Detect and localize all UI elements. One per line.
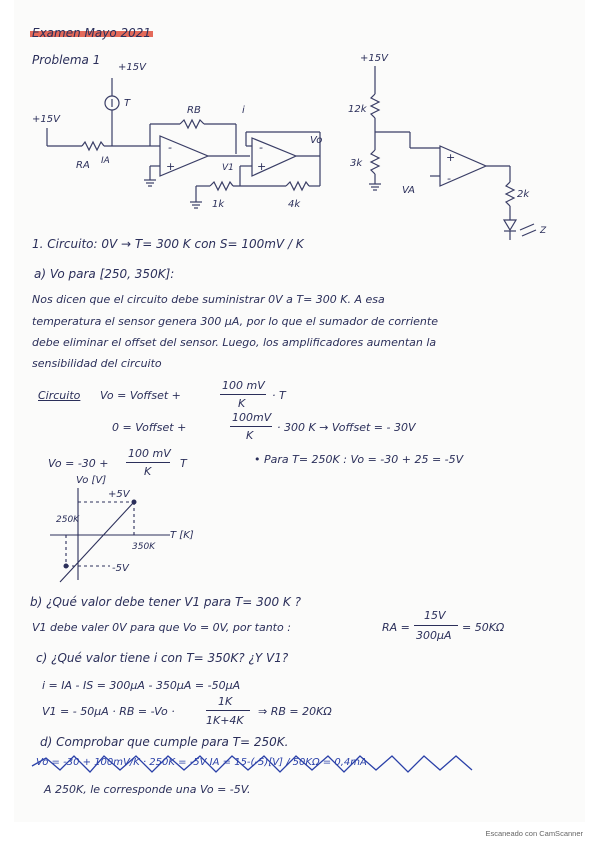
svg-text:+: + <box>166 160 176 173</box>
svg-text:4k: 4k <box>288 199 301 210</box>
ra-left: RA = <box>382 621 410 634</box>
svg-text:T [K]: T [K] <box>170 530 194 541</box>
svg-text:3k: 3k <box>350 158 363 169</box>
section-d-struck-text: Vo = -30 + 100mV/K · 250K = -5V IA = 15-(-5)[V] / 50KΩ = 0,4mA <box>36 757 367 768</box>
eq2-left: 0 = Voffset + <box>112 421 187 434</box>
svg-text:-5V: -5V <box>112 563 129 574</box>
section-c-eq2-num: 1K <box>218 695 233 708</box>
svg-text:Vo [V]: Vo [V] <box>76 475 107 486</box>
eq3-left: Vo = -30 + <box>48 457 109 470</box>
eq3-right: T <box>180 457 187 470</box>
svg-text:350K: 350K <box>132 542 156 552</box>
eq3-para: • Para T= 250K : Vo = -30 + 25 = -5V <box>254 453 464 466</box>
eq2-den: K <box>246 429 254 442</box>
section-d-final: A 250K, le corresponde una Vo = -5V. <box>44 783 251 796</box>
svg-text:-: - <box>447 172 451 185</box>
section-b-line: V1 debe valer 0V para que Vo = 0V, por tanto : <box>32 621 291 634</box>
eq1-num: 100 mV <box>222 379 265 392</box>
svg-text:Vo: Vo <box>310 135 323 146</box>
svg-text:-: - <box>168 141 172 154</box>
svg-text:T: T <box>124 98 131 109</box>
exam-title: Examen Mayo 2021 <box>32 26 152 40</box>
svg-text:+: + <box>257 160 267 173</box>
section-a-para-4: sensibilidad del circuito <box>32 357 162 370</box>
svg-text:i: i <box>242 105 245 116</box>
circuit-label: Circuito <box>38 389 81 402</box>
section-a-para-3: debe eliminar el offset del sensor. Luego, los amplificadores aumentan la <box>32 336 437 349</box>
scanner-watermark: Escaneado con CamScanner <box>485 829 583 838</box>
section-c-eq2-left: V1 = - 50μA · RB = -Vo · <box>42 705 175 718</box>
ra-num: 15V <box>424 609 446 622</box>
svg-text:V1: V1 <box>222 163 234 173</box>
section-c-heading: c) ¿Qué valor tiene i con T= 350K? ¿Y V1? <box>36 651 289 665</box>
svg-text:-: - <box>259 141 263 154</box>
svg-text:RB: RB <box>187 105 201 116</box>
ra-right: = 50KΩ <box>462 621 505 634</box>
eq2-num: 100mV <box>232 411 272 424</box>
eq3-den: K <box>144 465 152 478</box>
svg-text:250K: 250K <box>56 515 80 525</box>
svg-text:12k: 12k <box>348 104 367 115</box>
section-d-heading: d) Comprobar que cumple para T= 250K. <box>40 735 289 749</box>
svg-text:+5V: +5V <box>108 489 130 500</box>
section-c-eq2-den: 1K+4K <box>206 714 244 727</box>
section-a-heading: a) Vo para [250, 350K]: <box>34 267 175 281</box>
eq1-left: Vo = Voffset + <box>100 389 181 402</box>
svg-text:IA: IA <box>101 156 110 166</box>
svg-text:+15V: +15V <box>360 53 388 64</box>
eq1-right: · T <box>272 389 286 402</box>
section-a-para-1: Nos dicen que el circuito debe suministrar 0V a T= 300 K. A esa <box>32 293 385 306</box>
svg-text:Z: Z <box>540 226 547 236</box>
section-c-eq1: i = IA - IS = 300μA - 350μA = -50μA <box>42 679 241 692</box>
svg-text:VA: VA <box>402 185 416 196</box>
problem-label: Problema 1 <box>32 53 101 67</box>
svg-text:+15V: +15V <box>32 114 60 125</box>
svg-text:RA: RA <box>76 160 90 171</box>
svg-text:2k: 2k <box>517 189 530 200</box>
eq3-num: 100 mV <box>128 447 171 460</box>
section-c-eq2-right: ⇒ RB = 20KΩ <box>258 705 332 718</box>
svg-text:1k: 1k <box>212 199 225 210</box>
eq2-right: · 300 K → Voffset = - 30V <box>277 421 416 434</box>
svg-text:+15V: +15V <box>118 62 146 73</box>
section-a-para-2: temperatura el sensor genera 300 μA, por lo que el sumador de corriente <box>32 315 438 328</box>
section-b-heading: b) ¿Qué valor debe tener V1 para T= 300 K ? <box>30 595 301 609</box>
eq1-den: K <box>238 397 246 410</box>
part1-line: 1. Circuito: 0V → T= 300 K con S= 100mV / K <box>32 237 304 251</box>
ra-den: 300μA <box>416 629 452 642</box>
svg-text:+: + <box>446 151 456 164</box>
